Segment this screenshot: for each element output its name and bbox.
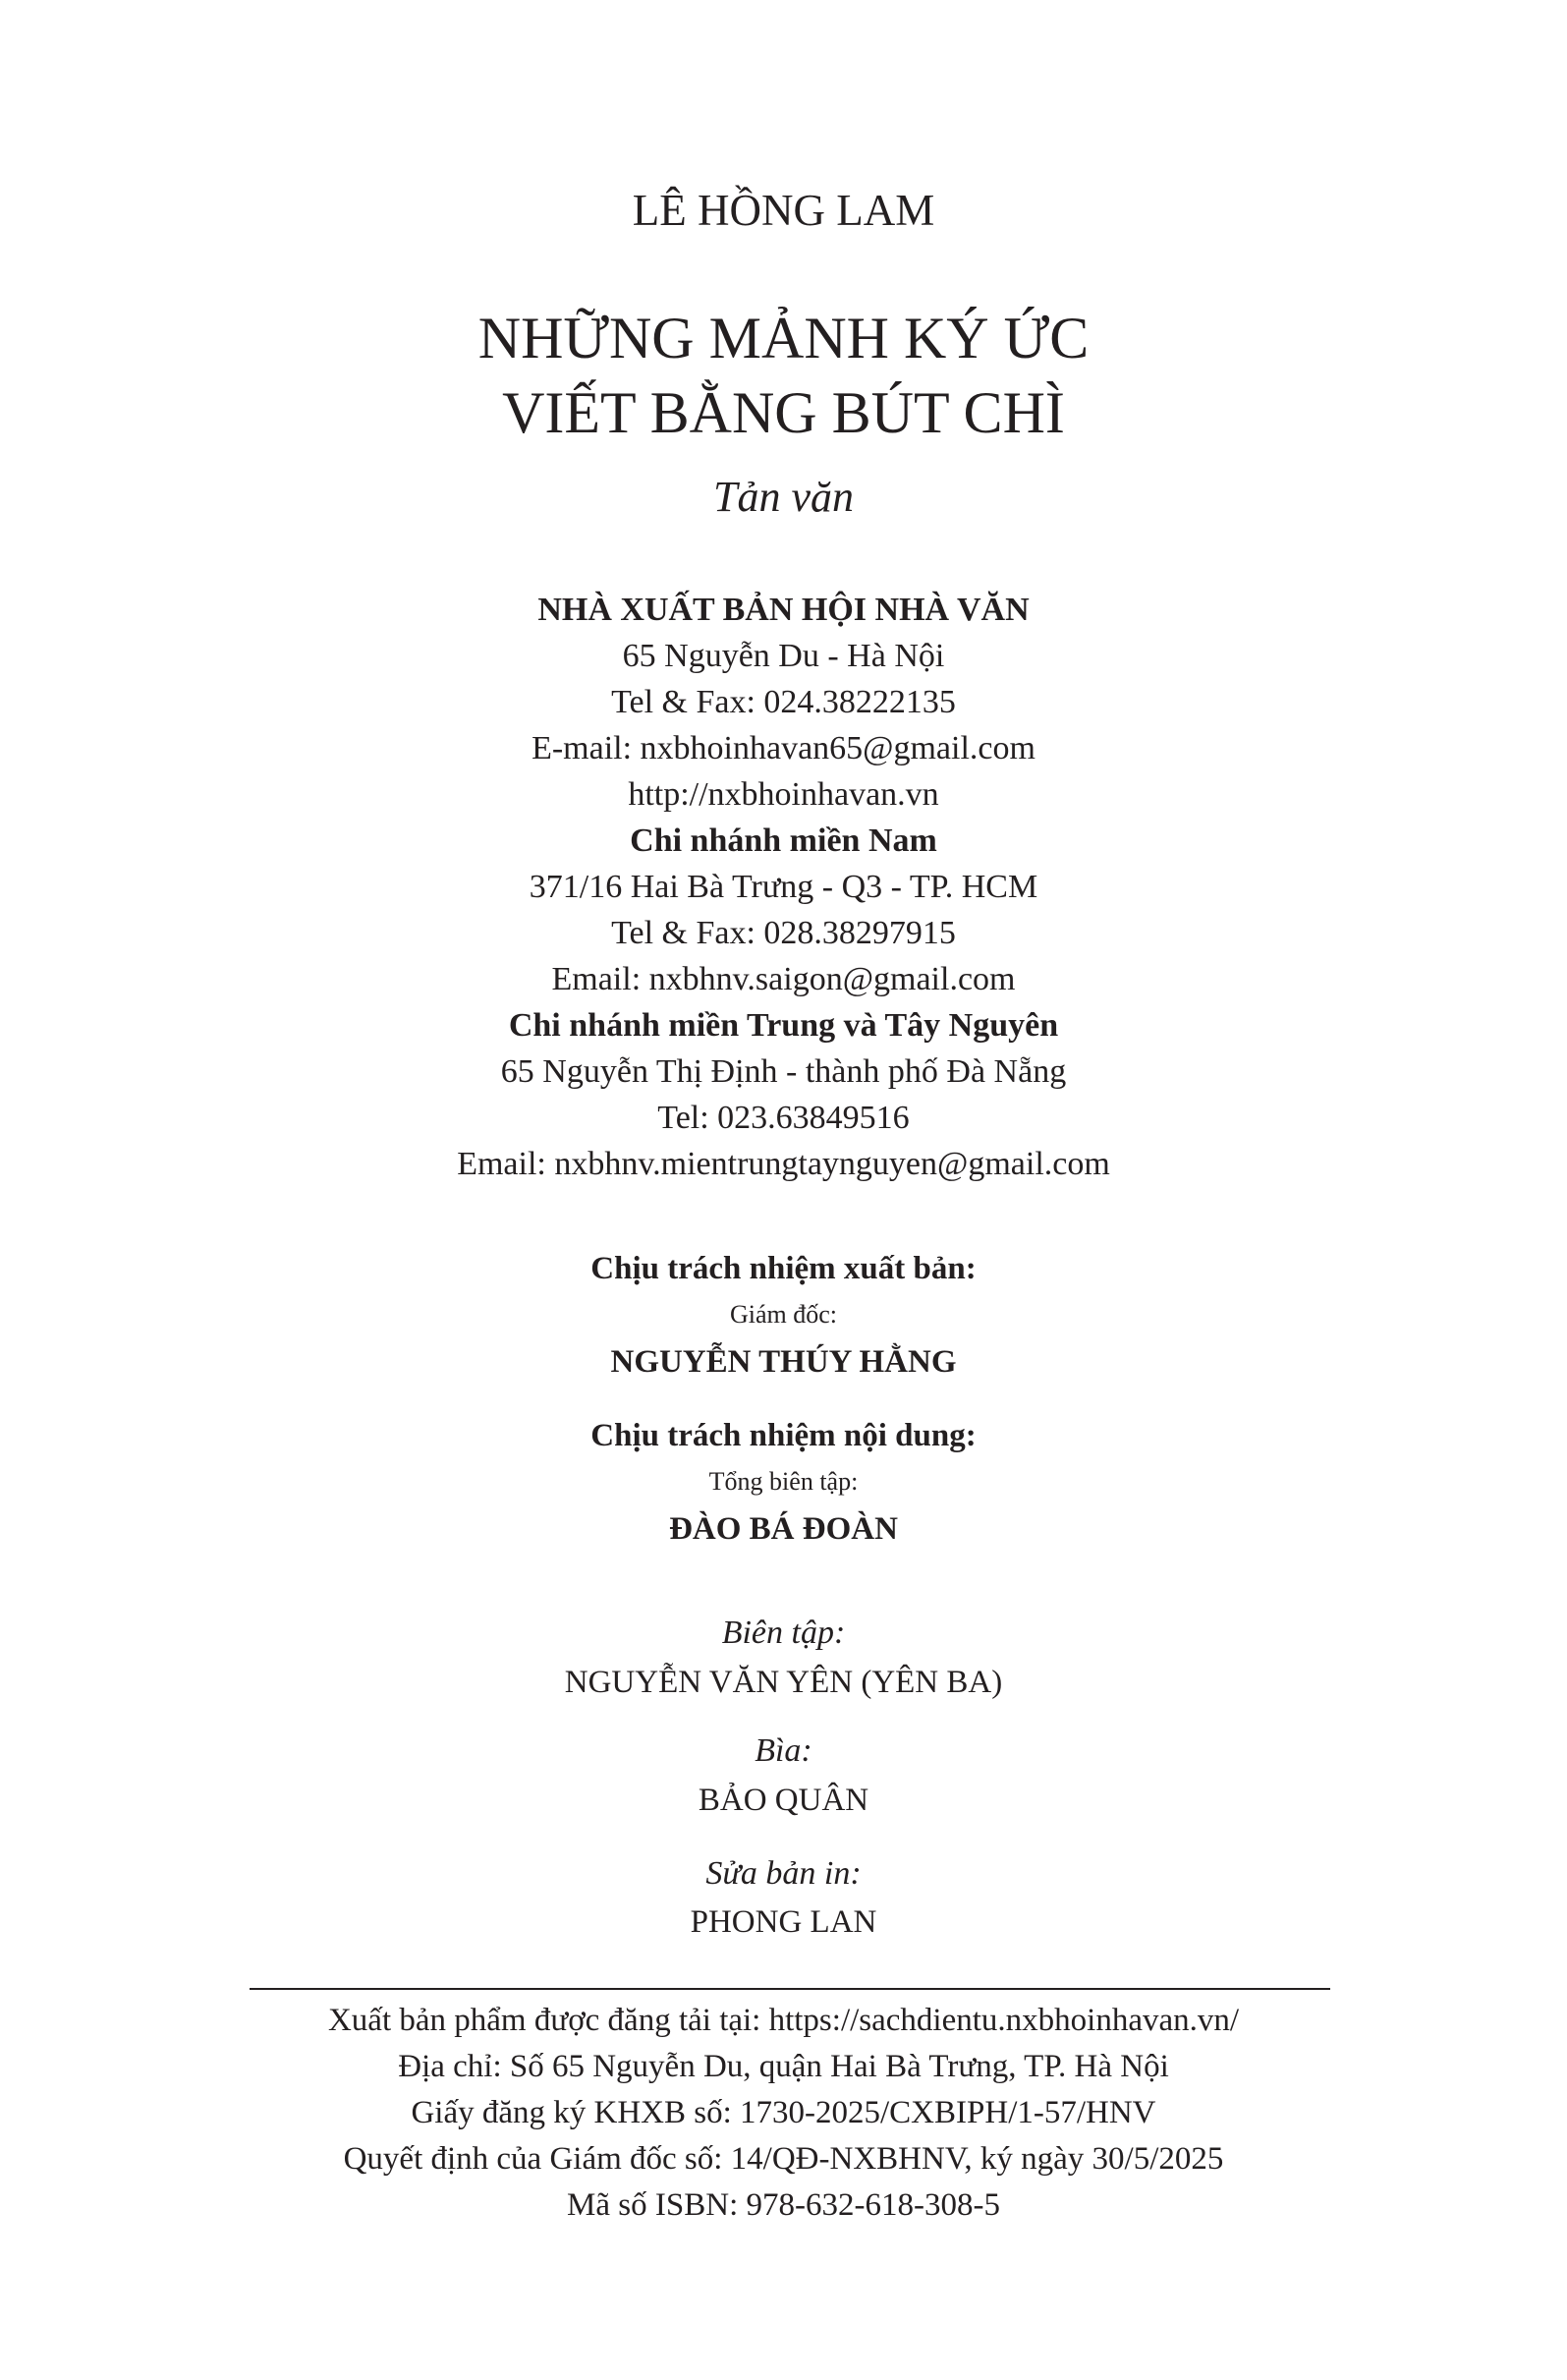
cover-designer-label: Bìa: (755, 1732, 812, 1769)
author-name: LÊ HỒNG LAM (632, 186, 935, 235)
footer-address: Địa chỉ: Số 65 Nguyễn Du, quận Hai Bà Trưng, TP. Hà Nội (398, 2049, 1169, 2084)
editor-in-chief-role: Tổng biên tập: (708, 1467, 859, 1496)
editor-label: Biên tập: (721, 1615, 846, 1651)
publisher-website: http://nxbhoinhavan.vn (628, 776, 939, 813)
editor-name: NGUYỄN VĂN YÊN (YÊN BA) (564, 1665, 1003, 1700)
publisher-name: NHÀ XUẤT BẢN HỘI NHÀ VĂN (537, 592, 1030, 628)
content-responsibility-label: Chịu trách nhiệm nội dung: (590, 1418, 977, 1453)
central-branch-name: Chi nhánh miền Trung và Tây Nguyên (508, 1007, 1059, 1044)
central-branch-tel: Tel: 023.63849516 (657, 1100, 910, 1136)
footer-isbn: Mã số ISBN: 978-632-618-308-5 (567, 2187, 1000, 2223)
south-branch-tel-fax: Tel & Fax: 028.38297915 (611, 915, 956, 951)
publisher-address: 65 Nguyễn Du - Hà Nội (622, 638, 945, 674)
south-branch-email: Email: nxbhnv.saigon@gmail.com (551, 961, 1016, 997)
book-title-line-1: NHỮNG MẢNH KÝ ỨC (477, 306, 1090, 370)
footer-divider (250, 1988, 1330, 1990)
proofreader-name: PHONG LAN (690, 1904, 877, 1940)
south-branch-address: 371/16 Hai Bà Trưng - Q3 - TP. HCM (529, 869, 1038, 905)
editor-in-chief-name: ĐÀO BÁ ĐOÀN (669, 1511, 898, 1547)
south-branch-name: Chi nhánh miền Nam (630, 822, 937, 859)
director-role: Giám đốc: (729, 1300, 838, 1329)
cover-designer-name: BẢO QUÂN (698, 1783, 869, 1818)
book-title-line-2: VIẾT BẰNG BÚT CHÌ (502, 380, 1065, 445)
footer-published-at: Xuất bản phẩm được đăng tải tại: https://sachdientu.nxbhoinhavan.vn/ (327, 2003, 1240, 2038)
publishing-responsibility-label: Chịu trách nhiệm xuất bản: (590, 1251, 977, 1286)
director-name: NGUYỄN THÚY HẰNG (610, 1344, 957, 1380)
publisher-tel-fax: Tel & Fax: 024.38222135 (611, 684, 956, 720)
publisher-email: E-mail: nxbhoinhavan65@gmail.com (532, 730, 1035, 766)
footer-registration: Giấy đăng ký KHXB số: 1730-2025/CXBIPH/1-57/HNV (411, 2095, 1156, 2130)
footer-decision: Quyết định của Giám đốc số: 14/QĐ-NXBHNV, ký ngày 30/5/2025 (343, 2141, 1224, 2177)
proofreader-label: Sửa bản in: (705, 1855, 862, 1892)
book-genre: Tản văn (713, 473, 854, 521)
central-branch-email: Email: nxbhnv.mientrungtaynguyen@gmail.com (457, 1146, 1110, 1182)
central-branch-address: 65 Nguyễn Thị Định - thành phố Đà Nẵng (500, 1053, 1067, 1090)
